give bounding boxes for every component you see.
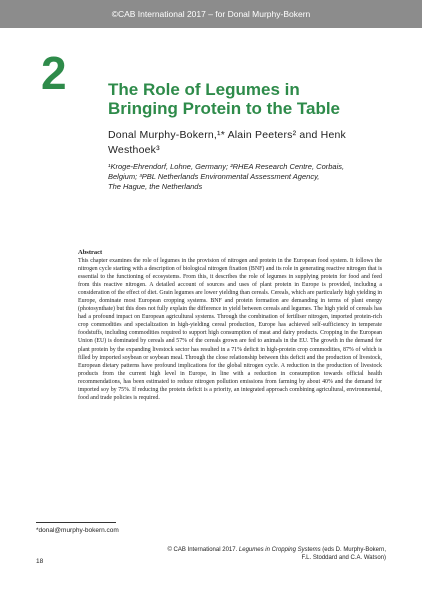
watermark-header [0, 0, 422, 28]
affiliation-line-3: The Hague, the Netherlands [108, 182, 203, 191]
page-number: 18 [36, 558, 44, 565]
author-line-2: Westhoek³ [108, 144, 160, 156]
abstract-heading: Abstract [78, 249, 103, 256]
chapter-title-line-1: The Role of Legumes in [108, 80, 300, 99]
footnote-rule [36, 522, 116, 523]
affiliations [108, 162, 398, 192]
chapter-title [108, 80, 398, 118]
chapter-number: 2 [41, 47, 67, 99]
copyright-prefix: © CAB International 2017. [167, 547, 239, 553]
copyright-notice [120, 546, 386, 562]
affiliation-line-1: ¹Kroge-Ehrendorf, Lohne, Germany; ²RHEA Research Centre, Corbais, [108, 162, 345, 171]
book-title: Legumes in Cropping Systems [238, 547, 321, 553]
author-line-1: Donal Murphy-Bokern,¹* Alain Peeters² and Henk [108, 129, 346, 141]
author-list [108, 128, 408, 158]
copyright-editors: F.L. Stoddard and C.A. Watson) [301, 555, 386, 561]
abstract-body: This chapter examines the role of legumes in the provision of nitrogen and protein in the European food system. It follows the nitrogen cycle starting with a description of biological nitrogen fixation (BNF) and its role in generating reactive nitrogen that is essential to the functioning of ecosystems. From this, it describes the role of legumes in supplying protein for food and feed from this reactive nitrogen. A detailed account of sources and uses of plant protein in Europe is provided, including a consideration of the effect of diet. Grain legumes are lower yielding than cereals. Cereals, which are particularly high yielding in Europe, dominate most European cropping systems. BNF and protein formation are demanding in terms of plant energy (photosynthate) but this does not fully explain the difference in yield between cereals and legumes. The high yield of cereals has had a profound impact on European agricultural systems. Through the combination of fertiliser nitrogen, imported protein-rich crop commodities and specialization in high-yielding cereal production, Europe has achieved self-sufficiency in temperate foodstuffs, including commodities required to support high consumption of meat and dairy products. Cropping in the European Union (EU) is dominated by cereals and 57% of the cereals grown are fed to animals in the EU. The growth in the demand for plant protein by the expanding livestock sector has resulted in a 71% deficit in high-protein crop commodities, 87% of which is filled by imported soybean or soybean meal. Through the close relationship between this deficit and the production of livestock, European dietary patterns have profound implications for the global nitrogen cycle. A reduction in the production of livestock products from the current high level in Europe, in line with a reduction in consumption towards official health recommendations, has been estimated to reduce nitrogen pollution emissions from farming by about 40% and the demand for imported soy by 75%. If reducing the protein deficit is a priority, an integrated approach combining agricultural, environmental, food and trade policies is required. [78, 258, 382, 401]
corresponding-author-footnote: *donal@murphy-bokern.com [36, 527, 119, 534]
watermark-text: ©CAB International 2017 – for Donal Murphy-Bokern [111, 9, 311, 19]
affiliation-line-2: Belgium; ³PBL Netherlands Environmental Assessment Agency, [108, 172, 320, 181]
abstract-section [78, 249, 382, 402]
copyright-suffix: (eds D. Murphy-Bokern, [320, 547, 386, 553]
chapter-title-line-2: Bringing Protein to the Table [108, 99, 341, 118]
